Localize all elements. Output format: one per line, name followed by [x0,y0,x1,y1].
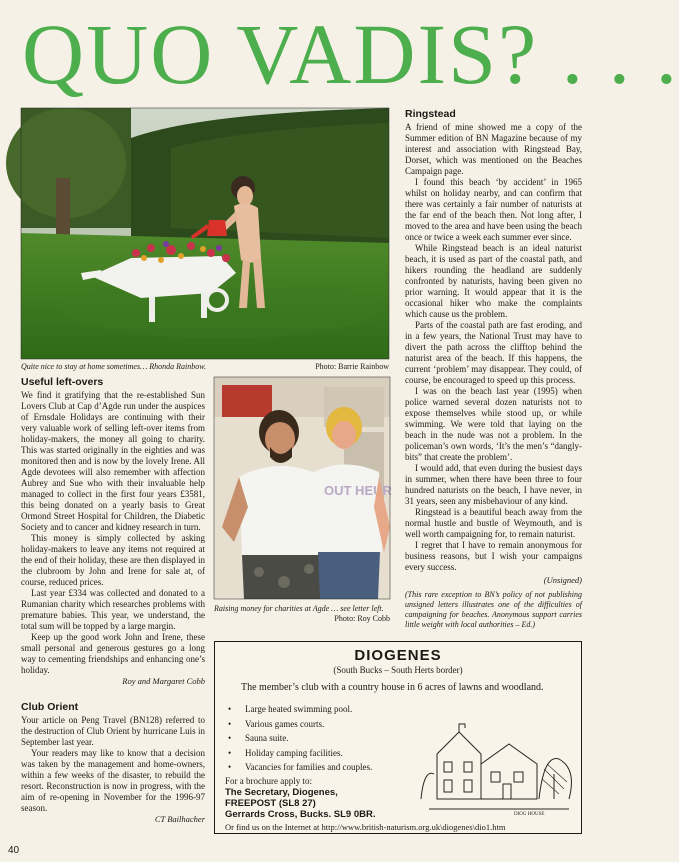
right-column [405,108,582,630]
leftovers-paragraph: This money is simply collected by asking holiday-makers to leave any items not required at the end of their holiday, these are then displayed in the clubroom by John and Irene for sale at, of course, reduced prices. [21,533,205,587]
bullet-icon: • [228,718,232,729]
advert-features [225,702,372,775]
advert-subtitle: (South Bucks – South Herts border) [333,665,463,675]
ringstead-paragraph: Ringstead is a beautiful beach away from the normal hustle and bustle of Weymouth, and is well worth campaigning for, to remain naturist. [405,507,582,539]
advert-feature [225,731,372,746]
couple-photo-illustration [214,377,390,599]
advert-feature [225,746,372,761]
garden-photo-credit: Photo: Barrie Rainbow [315,362,389,371]
left-column [21,376,205,825]
ringstead-paragraph: Parts of the coastal path are fast eroding, and in a few years, the National Trust may have to divert the path across the clifftop behind the naturist area of the beach. If this happens, the current ‘problem’ may disappear. They could, of course, be encouraged to speed up this process. [405,320,582,385]
page-title: QUO VADIS? . . . [22,6,679,102]
ringstead-paragraph: I would add, that even during the busiest days in summer, when there have been three to four hundred naturists on the beach, I have never, in 31 years, seen any misbehaviour of any kind. [405,463,582,506]
advert-feature-label: Large heated swimming pool. [245,704,353,714]
advert-title: DIOGENES [354,647,442,664]
advert-address [225,787,375,820]
garden-photo-caption: Quite nice to stay at home sometimes… Rhonda Rainbow. [21,362,206,371]
advert-feature [225,760,372,775]
leftovers-paragraph: Last year £334 was collected and donated to a Rumanian charity which researches problems with premature babies. This year, we understand, the total sum will be topped by a large margin. [21,588,205,631]
bullet-icon: • [228,733,232,743]
bullet-icon: • [228,704,232,714]
ringstead-paragraph: A friend of mine showed me a copy of the Summer edition of BN Magazine because of my interest and association with Ringstead Bay, Dorset, which was mentioned on the Beaches Campaign page. [405,122,582,176]
couple-photo-credit: Photo: Roy Cobb [334,614,390,623]
ringstead-paragraph: I found this beach ‘by accident’ in 1965 whilst on holiday nearby, and can confirm that there was certainly a fair number of naturists at the far end of the beach then. Not long after, I moved to the area and have been using the beach once or twice a week each summer ever since. [405,177,582,242]
advert-feature-label: Holiday camping facilities. [245,747,343,758]
couple-photo-caption: Raising money for charities at Agde … see letter left. [214,604,384,613]
house-sketch-illustration [419,714,575,817]
advert-address-line: Gerrards Cross, Bucks. SL9 0BR. [225,809,376,820]
advert-address-line: FREEPOST (SL8 27) [225,798,316,809]
leftovers-paragraph: We find it gratifying that the re-established Sun Lovers Club at Cap d’Agde run under the auspices of Ernsdale Holidays are continuing with their very valuable work of selling left-over items from holiday-makers, the money all going to charity. This was started originally in the eighties and was monitored then and is now by the lovely Irene. All Agde devotees will also remember with affection Aubrey and Sue who with their invaluable help managed to collect in the first four years £3581, this being donated on a yearly basis to Great Ormond Street Hospital for Children, the Diabetic Society and to cancer and kidney research in turn. [21,390,205,532]
advert-description: The member’s club with a country house in 6 acres of lawns and woodland. [241,682,544,693]
advert-feature [225,702,372,717]
ringstead-paragraph: I was on the beach last year (1995) when police warned several dozen naturists not to expose themselves while stood up, or while swimming. We were told that laying on the beach in the nude was not a problem. In the policeman’s own words, ‘It’s the men’s “dangly-bits” that create the problem’. [405,386,582,462]
leftovers-paragraph: Keep up the good work John and Irene, these small personal and generous gestures go a long way to cementing friendships and enhancing one’s holiday. [21,632,205,675]
advert-apply-label: For a brochure apply to: [225,776,312,786]
diogenes-advert [214,641,582,834]
advert-feature-label: Vacancies for families and couples. [245,762,373,772]
ringstead-paragraph: I regret that I have to remain anonymous for business reasons, but I wish your campaigns every success. [405,540,582,572]
advert-internet-link[interactable]: Or find us on the Internet at http://www.british-naturism.org.uk\diogenes\dio1.htm [225,822,506,832]
orient-signature: CT Bailhacher [154,814,205,824]
advert-feature-label: Sauna suite. [245,733,289,743]
advert-feature-label: Various games courts. [245,718,325,729]
editor-note: (This rare exception to BN’s policy of not publishing unsigned letters illustrates one of the difficulties of campaigning for beaches. Anonymous support carries little weight with local authorities – Ed.) [405,590,582,629]
ringstead-heading: Ringstead [405,108,456,120]
ringstead-signature: (Unsigned) [543,575,582,585]
leftovers-signature: Roy and Margaret Cobb [122,676,205,686]
house-sketch [419,714,575,817]
bullet-icon: • [228,762,232,772]
ringstead-paragraph: While Ringstead beach is an ideal naturist beach, it is used as part of the coastal path, and hikers rounding the headland are suddenly confronted by naturists, having been given no prior warning. It would appear that it is the occasional hiker who make the complaints which cause us the problem. [405,243,582,319]
advert-address-line: The Secretary, Diogenes, [225,787,338,798]
orient-heading: Club Orient [21,701,79,713]
garden-photo-illustration [21,108,389,359]
sketch-label: DIOG HOUSE [514,812,545,817]
bullet-icon: • [228,747,232,758]
orient-paragraph: Your article on Peng Travel (BN128) referred to the destruction of Club Orient by hurricane Luis in September last year. [21,715,205,747]
leftovers-heading: Useful left-overs [21,376,104,388]
tshirt-print: OUT HEUR [324,483,392,498]
couple-photo [214,377,390,599]
page-number: 40 [8,845,20,856]
advert-feature [225,717,372,732]
garden-photo [21,108,389,359]
orient-paragraph: Your readers may like to know that a decision was taken by the management and home-owners, within a few weeks of the disaster, to rebuild the resort. Reconstruction is now in progress, with the aim of re-opening in November for the 1996-97 season. [21,748,205,813]
